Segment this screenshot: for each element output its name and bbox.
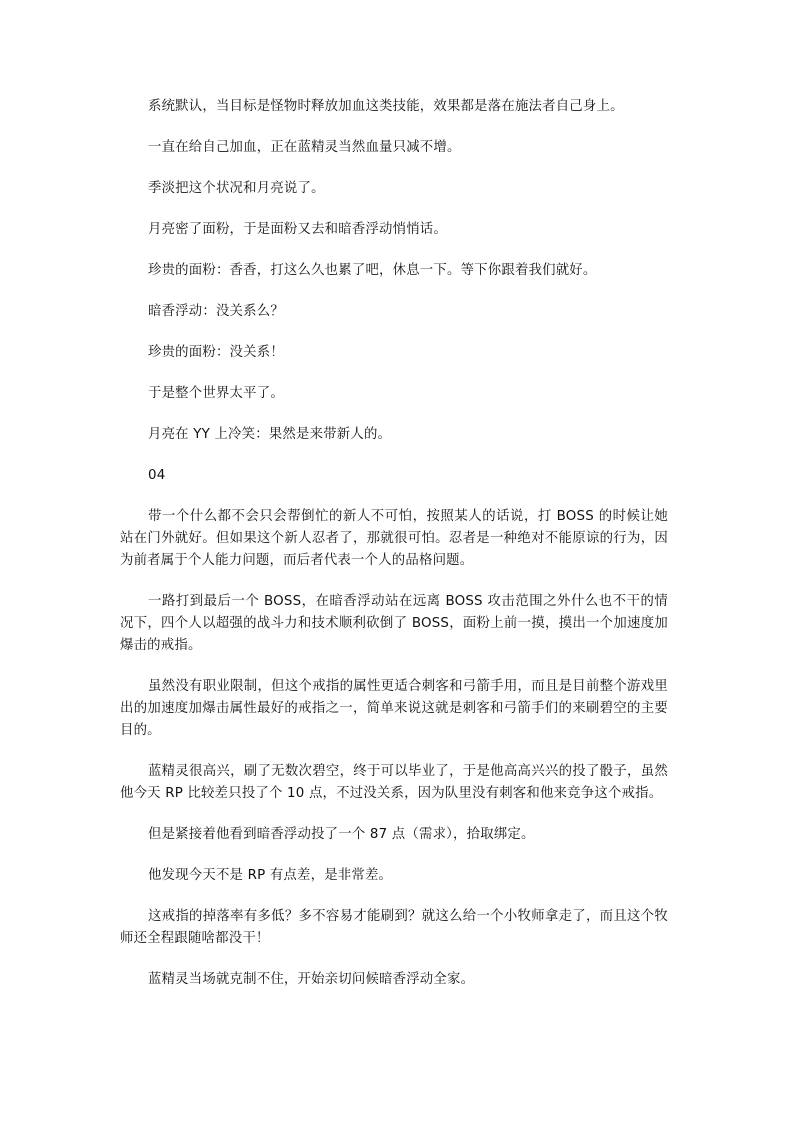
paragraph: 虽然没有职业限制，但这个戒指的属性更适合刺客和弓箭手用，而且是目前整个游戏里出的加速度加爆击属性最好的戒指之一，简单来说这就是刺客和弓箭手们的来刷碧空的主要目的。 xyxy=(120,679,668,738)
paragraph: 但是紧接着他看到暗香浮动投了一个 87 点（需求），拾取绑定。 xyxy=(148,827,535,842)
paragraph: 他发现今天不是 RP 有点差，是非常差。 xyxy=(148,868,393,883)
paragraph: 季淡把这个状况和月亮说了。 xyxy=(148,181,325,196)
document-page xyxy=(120,96,668,1010)
paragraph: 珍贵的面粉：香香，打这么久也累了吧，休息一下。等下你跟着我们就好。 xyxy=(148,263,597,278)
paragraph: 带一个什么都不会只会帮倒忙的新人不可怕，按照某人的话说，打 BOSS 的时候让她站在门外就好。但如果这个新人忍者了，那就很可怕。忍者是一种绝对不能原谅的行为，因为前者属于个人能力问题，而后者代表一个人的品格问题。 xyxy=(120,509,668,568)
paragraph: 月亮密了面粉，于是面粉又去和暗香浮动悄悄话。 xyxy=(148,222,447,237)
paragraph: 于是整个世界太平了。 xyxy=(148,386,284,401)
paragraph: 一路打到最后一个 BOSS，在暗香浮动站在远离 BOSS 攻击范围之外什么也不干的情况下，四个人以超强的战斗力和技术顺利砍倒了 BOSS，面粉上前一摸，摸出一个加速度加爆击的戒指。 xyxy=(120,594,668,653)
paragraph: 系统默认，当目标是怪物时释放加血这类技能，效果都是落在施法者自己身上。 xyxy=(148,99,624,114)
paragraph: 暗香浮动：没关系么？ xyxy=(148,304,284,319)
paragraph: 一直在给自己加血，正在蓝精灵当然血量只减不增。 xyxy=(148,140,461,155)
paragraph: 蓝精灵当场就克制不住，开始亲切问候暗香浮动全家。 xyxy=(148,972,475,987)
chapter-number: 04 xyxy=(148,468,166,483)
paragraph: 这戒指的掉落率有多低？多不容易才能刷到？就这么给一个小牧师拿走了，而且这个牧师还全程跟随啥都没干！ xyxy=(120,909,668,946)
paragraph: 蓝精灵很高兴，刷了无数次碧空，终于可以毕业了，于是他高高兴兴的投了骰子，虽然他今天 RP 比较差只投了个 10 点，不过没关系，因为队里没有刺客和他来竞争这个戒指。 xyxy=(120,764,668,801)
paragraph: 珍贵的面粉：没关系！ xyxy=(148,345,284,360)
paragraph: 月亮在 YY 上冷笑：果然是来带新人的。 xyxy=(148,427,392,442)
